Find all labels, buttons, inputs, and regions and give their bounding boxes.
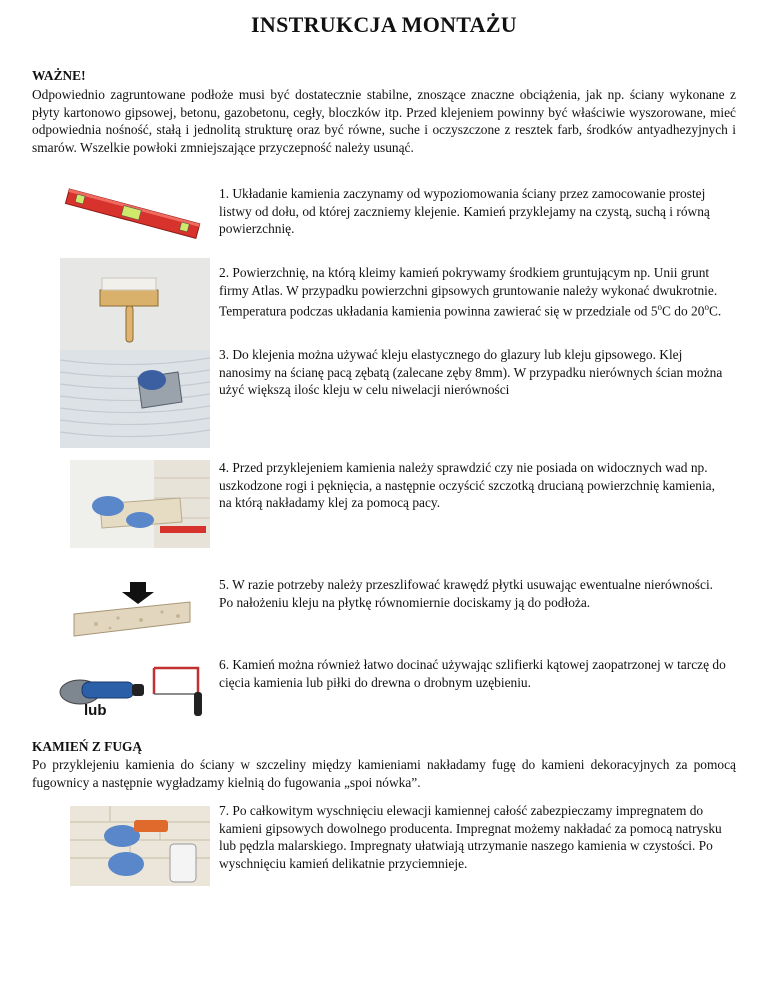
notched-trowel-image [60,350,210,448]
important-paragraph: Odpowiednio zagruntowane podłoże musi być dostatecznie stabilne, znoszące znaczne obciążenia, jak np. ściany wykonane z płyty kartonowo gipsowej, betonu, gazobetonu, cegły, bloczków itp. Przed klejeniem powinny być właściwie wyszorowane, mieć odpowiednia nośność, stałą i jednolitą strukturę oraz być równe, suche i oczyszczone z resztek farb, środków antyadhezyjnych i smarów. Wszelkie powłoki zmniejszające przyczepność należy usunąć. [32,87,736,155]
step-1-text: 1. Układanie kamienia zaczynamy od wypoziomowania ściany przez zamocowanie prostej listwy od dołu, od której zaczniemy klejenie. Kamień przyklejamy na czystą, suchą i równą powierzchnię. [219,186,710,236]
step-7-text: 7. Po całkowitym wyschnięciu elewacji kamiennej całość zabezpieczamy impregnatem do kamieni gipsowych dowolnego producenta. Impregnat możemy nakładać za pomocą natrysku lub pędzla malarskiego. Impregnaty ułatwiają utrzymanie naszego kamienia w czystości. Po wyschnięciu kamień delikatnie przyciemnieje. [219,803,722,871]
stone-inspection-image [70,460,210,548]
joint-paragraph: Po przyklejeniu kamienia do ściany w szczeliny między kamieniami nakładamy fugę do kamieni dekoracyjnych za pomocą fugownicy a następnie wygładzamy kielnią do fugowania „spoi nówka”. [32,757,736,790]
primer-brush-image [60,258,210,350]
step-3-text: 3. Do klejenia można używać kleju elastycznego do glazury lub kleju gipsowego. Klej nanosimy na ścianę pacą zębatą (zalecane zęby 8mm). W przypadku nierównych ścian można użyć większą ilośc kleju w celu niwelacji nierówności [219,347,723,397]
spirit-level-image [60,184,205,244]
step-5-text: 5. W razie potrzeby należy przeszlifować krawędź płytki usuwając ewentualne nierówności. Po nałożeniu kleju na płytkę równomiernie dociskamy ją do podłoża. [219,577,714,610]
important-heading: WAŻNE! [32,68,86,83]
step-6-text: 6. Kamień można również łatwo docinać używając szlifierki kątowej zaopatrzonej w tarczę do cięcia kamienia lub piłki do drewna o drobnym uzębieniu. [219,657,726,690]
image-label-or: lub [84,702,107,719]
impregnating-image [70,806,210,886]
joint-heading: KAMIEŃ Z FUGĄ [32,739,143,754]
grinder-saw-image [58,660,210,722]
step-2-text: 2. Powierzchnię, na którą kleimy kamień pokrywamy środkiem gruntującym np. Unii grunt firmy Atlas. W przypadku powierzchni gipsowych gruntowanie należy wykonać dwukrotnie. Temperatura podczas układania kamienia powinna zawierać się w przedziale od 5$^o$C do 20$^o$C. [219,265,722,319]
page-title: INSTRUKCJA MONTAŻU [251,12,517,37]
stone-tile-arrow-image [66,580,210,642]
step-4-text: 4. Przed przyklejeniem kamienia należy sprawdzić czy nie posiada on widocznych wad np. uszkodzone rogi i pęknięcia, a następnie oczyścić szczotką drucianą powierzchnię kamienia, na którą nakładamy klej za pomocą pacy. [219,460,715,510]
